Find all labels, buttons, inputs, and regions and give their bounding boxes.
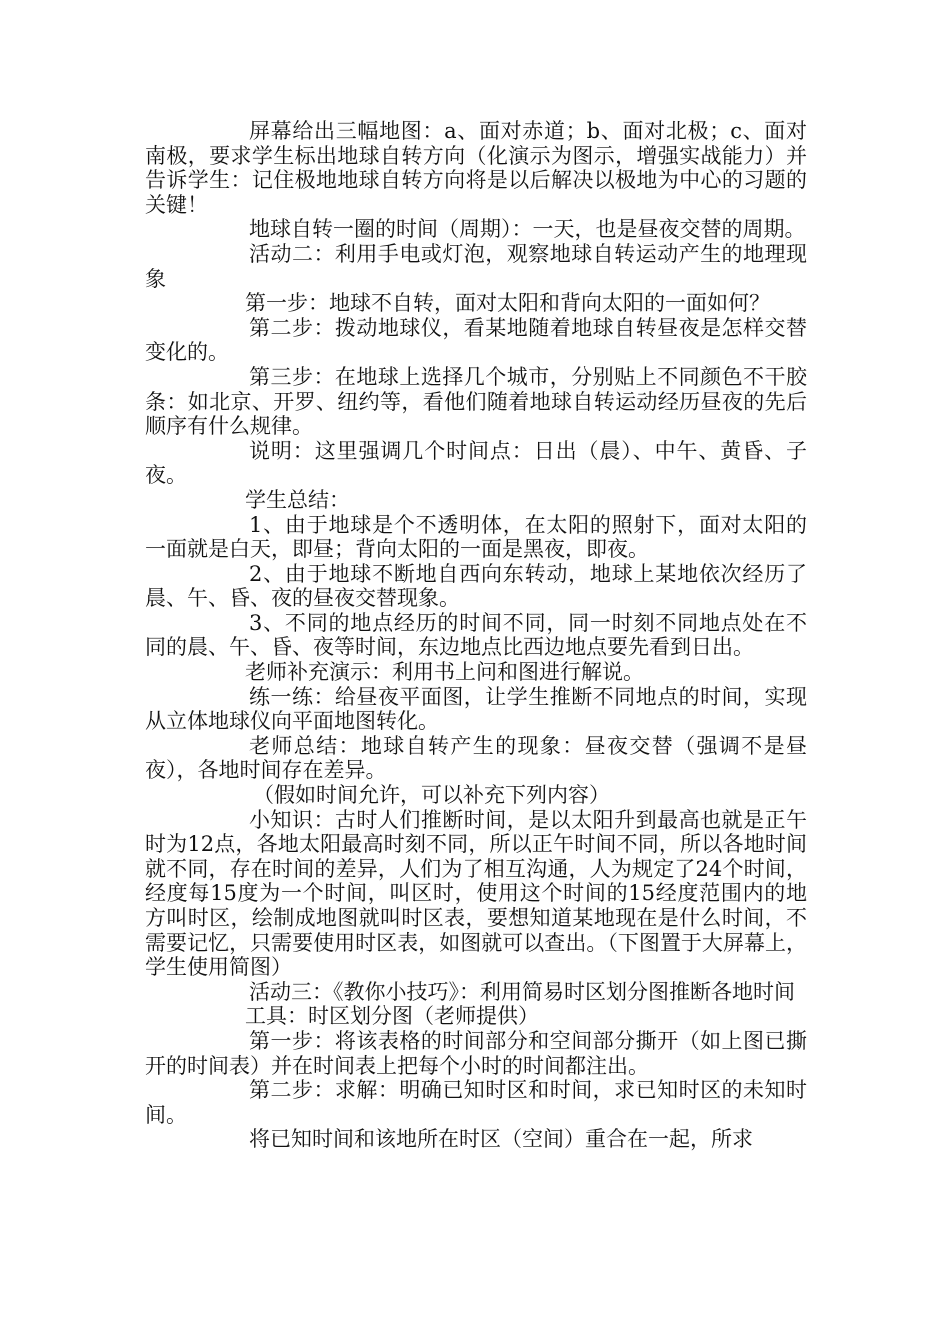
paragraph-step-solve: 第二步：求解：明确已知时区和时间，求已知时区的未知时间。: [145, 1078, 807, 1127]
paragraph-knowledge: 小知识：古时人们推断时间，是以太阳升到最高也就是正午时为12点，各地太阳最高时刻不同，所以正午时间不同，所以各地时间就不同，存在时间的差异，人们为了相互沟通，人为规定了24个时间，经度每15度为一个时间，叫区时，使用这个时间的15经度范围内的地方叫时区，绘制成地图就叫时区表，要想知道某地现在是什么时间，不需要记忆，只需要使用时区表，如图就可以查出。（下图置于大屏幕上，学生使用简图）: [145, 807, 807, 980]
paragraph-teacher-summary: 老师总结：地球自转产生的现象：昼夜交替（强调不是昼夜），各地时间存在差异。: [145, 733, 807, 783]
paragraph-summary-one: 1、由于地球是个不透明体，在太阳的照射下，面对太阳的一面就是白天，即昼；背向太阳的一面是黑夜，即夜。: [145, 512, 807, 562]
paragraph-student-summary: 学生总结：: [245, 487, 350, 512]
paragraph-tools: 工具：时区划分图（老师提供）: [245, 1004, 539, 1029]
paragraph-step-one: 第一步：地球不自转，面对太阳和背向太阳的一面如何？: [245, 291, 770, 316]
paragraph-activity-two: 活动二：利用手电或灯泡，观察地球自转运动产生的地理现象: [145, 241, 807, 291]
paragraph-activity-three: 活动三：《教你小技巧》：利用简易时区划分图推断各地时间: [249, 979, 795, 1004]
paragraph-map-task: 屏幕给出三幅地图：a、面对赤道；b、面对北极；c、面对南极，要求学生标出地球自转方向（化演示为图示，增强实战能力）并告诉学生：记住极地地球自转方向将是以后解决以极地为中心的习题的关键！: [145, 119, 807, 217]
paragraph-optional-note: （假如时间允许，可以补充下列内容）: [253, 783, 610, 808]
paragraph-explanation: 说明：这里强调几个时间点：日出（晨）、中午、黄昏、子夜。: [145, 438, 807, 488]
document-page: [145, 119, 807, 1152]
paragraph-teacher-demo: 老师补充演示：利用书上问和图进行解说。: [245, 660, 644, 685]
paragraph-summary-two: 2、由于地球不断地自西向东转动，地球上某地依次经历了晨、午、昏、夜的昼夜交替现象。: [145, 561, 807, 611]
paragraph-summary-three: 3、不同的地点经历的时间不同，同一时刻不同地点处在不同的晨、午、昏、夜等时间，东边地点比西边地点要先看到日出。: [145, 610, 807, 660]
paragraph-step-two: 第二步：拨动地球仪，看某地随着地球自转昼夜是怎样交替变化的。: [145, 315, 807, 365]
paragraph-align-time: 将已知时间和该地所在时区（空间）重合在一起，所求: [249, 1127, 753, 1152]
paragraph-practice: 练一练：给昼夜平面图，让学生推断不同地点的时间，实现从立体地球仪向平面地图转化。: [145, 684, 807, 734]
paragraph-step-tear: 第一步：将该表格的时间部分和空间部分撕开（如上图已撕开的时间表）并在时间表上把每个小时的时间都注出。: [145, 1028, 807, 1078]
paragraph-step-three: 第三步：在地球上选择几个城市，分别贴上不同颜色不干胶条：如北京、开罗、纽约等，看他们随着地球自转运动经历昼夜的先后顺序有什么规律。: [145, 364, 807, 439]
paragraph-rotation-period: 地球自转一圈的时间（周期）：一天，也是昼夜交替的周期。: [249, 217, 806, 242]
